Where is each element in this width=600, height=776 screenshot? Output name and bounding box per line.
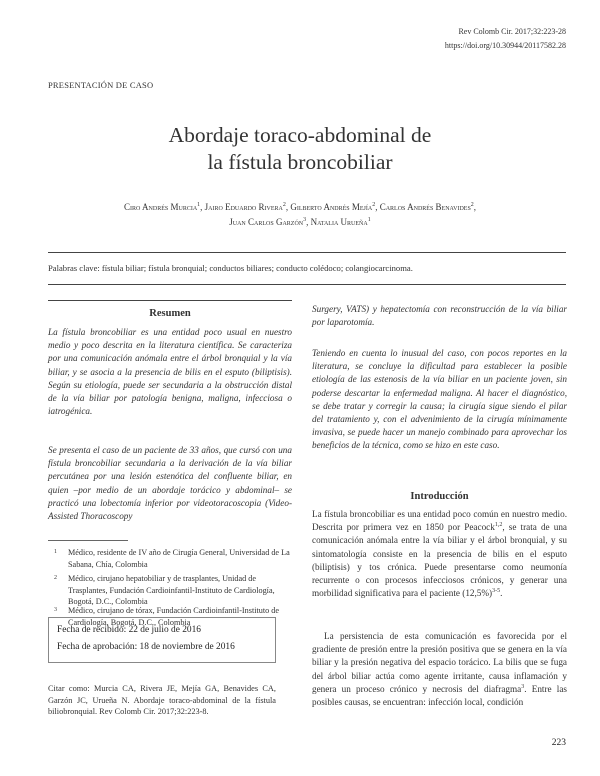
- title-line-1: Abordaje toraco-abdominal de: [168, 123, 432, 147]
- resumen-heading: Resumen: [149, 308, 191, 319]
- author-name: Ciro Andrés Murcia: [123, 202, 198, 212]
- approved-date: Fecha de aprobación: 18 de noviembre de 2016: [57, 642, 235, 652]
- intro-text: La persistencia de esta comunicación es favorecida por el gradiente de presión entre la presión positiva que se genera en la vía biliar y la presión negativa del espacio torácico. La bilis que se fuga del árbol biliar actúa como agente irritante, causa inflamación y genera un proceso crónico y necrosis del diafragma: [312, 631, 567, 694]
- intro-paragraph-2: [312, 630, 567, 709]
- article-title: [0, 122, 600, 176]
- intro-text: .: [500, 588, 503, 599]
- affiliation-ref: 3: [303, 217, 307, 223]
- author-name: Juan Carlos Garzón: [229, 217, 304, 227]
- footnote-text: Médico, cirujano hepatobiliar y de trasplantes, Unidad de Trasplantes, Fundación Cardioinfantil-Instituto de Cardiología, Bogotá, D.C., Colombia: [68, 574, 275, 607]
- footnote-number: 2: [54, 575, 57, 581]
- affiliation-ref: 2: [470, 202, 474, 208]
- journal-reference: Rev Colomb Cir. 2017;32:223-28: [458, 27, 566, 36]
- keywords-bottom-rule: [48, 284, 566, 285]
- citation: Citar como: Murcia CA, Rivera JE, Mejía GA, Benavides CA, Garzón JC, Urueña N. Abordaje toraco-abdominal de la fístula biliobronquial. Rev Colomb Cir. 2017;32:223-8.: [48, 684, 276, 717]
- intro-heading: Introducción: [410, 491, 469, 502]
- intro-text: La fístula broncobiliar es una entidad poco común en nuestro medio. Descrita por primera vez en 1850 por Peacock: [312, 509, 567, 533]
- author-list: Ciro Andrés Murcia$^1$, Jairo Eduardo Rivera$^2$, Gilberto Andrés Mejía$^2$, Carlos Andrés Benavides$^2$, Juan Carlos Garzón$^3$, Natalia Urueña$^1$: [123, 202, 477, 227]
- resumen-paragraph-2-continued: Surgery, VATS) y hepatectomía con reconstrucción de la vía biliar por laparotomía.: [312, 304, 567, 328]
- dates-box: [48, 617, 276, 663]
- author-name: Jairo Eduardo Rivera: [204, 202, 283, 212]
- doi-link[interactable]: https://doi.org/10.30944/20117582.28: [444, 41, 566, 50]
- page-number: 223: [551, 738, 566, 748]
- author-name: Carlos Andrés Benavides: [379, 202, 471, 212]
- intro-text: . Entre las posibles causas, se encuentran: infección local, condición: [312, 683, 567, 708]
- reference-superscript: 1,2: [494, 522, 503, 529]
- resumen-paragraph-3: Teniendo en cuenta lo inusual del caso, con pocos reportes en la literatura, se concluye la dificultad para establecer la posible etiología de las estenosis de la vía biliar en un paciente joven, sin poderse descartar la enfermedad maligna. Al hacer el diagnóstico, se debe tratar y corregir la causa; la cirugía sigue siendo el pilar del tratamiento y, con el advenimiento de la cirugía mínimamente invasiva, se puede hacer un manejo combinado para aprovechar los beneficios de la técnica, como se hizo en este caso.: [312, 348, 567, 451]
- footnote: [54, 547, 292, 570]
- author-name: Natalia Urueña: [310, 217, 368, 227]
- footnote-rule: [48, 540, 128, 541]
- footnote-text: Médico, residente de IV año de Cirugía General, Universidad de La Sabana, Chía, Colombia: [68, 548, 290, 569]
- section-label: PRESENTACIÓN DE CASO: [48, 80, 154, 90]
- affiliation-ref: 2: [282, 202, 286, 208]
- keywords-top-rule: [48, 252, 566, 253]
- affiliation-ref: 1: [367, 217, 371, 223]
- resumen-paragraph-2: Se presenta el caso de un paciente de 33 años, que cursó con una fístula broncobiliar secundaria a la derivación de la vía biliar percutánea por una lesión estenótica del confluente biliar, en quien –por medio de un abordaje torácico y abdominal– se practicó una lobectomía inferior por videotoracoscopia (Video-Assisted Thoracoscopy: [48, 445, 292, 522]
- footnote-number: 1: [54, 549, 57, 555]
- author-name: Gilberto Andrés Mejía: [290, 202, 373, 212]
- footnote-text: Médico, cirujano de tórax, Fundación Cardioinfantil-Instituto de Cardiología, Bogotá, D.C., Colombia: [68, 606, 280, 627]
- keywords: Palabras clave: fístula biliar; fístula bronquial; conductos biliares; conducto colédoco; colangiocarcinoma.: [48, 263, 413, 273]
- title-line-2: la fístula broncobiliar: [207, 150, 393, 174]
- received-date: Fecha de recibido: 22 de julio de 2016: [57, 625, 201, 635]
- intro-paragraph-1: [312, 508, 567, 600]
- reference-superscript: 3: [521, 683, 525, 690]
- resumen-rule: [48, 300, 292, 301]
- footnote-number: 3: [54, 607, 57, 613]
- footnote: [54, 573, 292, 608]
- resumen-paragraph-1: La fístula broncobiliar es una entidad poco usual en nuestro medio y poco descrita en la literatura científica. Se caracteriza por una comunicación anómala entre el árbol bronquial y la vía biliar, y se asocia a la presencia de bilis en el esputo (biliptisis). Según su etiología, puede ser secundaria a la obstrucción distal de la vía biliar por patología benigna, maligna, infecciosa o iatrogénica.: [48, 327, 292, 417]
- affiliation-ref: 2: [372, 202, 376, 208]
- reference-superscript: 3-5: [492, 588, 501, 595]
- affiliation-ref: 1: [197, 202, 201, 208]
- intro-text: , se trata de una comunicación anómala entre la vía biliar y el árbol bronquial, y su sintomatología consiste en la presencia de bilis en el esputo (biliptisis) y tos crónica. Puede presentarse como neumonía recurrente o con procesos infecciosos crónicos, y generar una morbilidad significativa para el paciente (12,5%): [312, 522, 567, 599]
